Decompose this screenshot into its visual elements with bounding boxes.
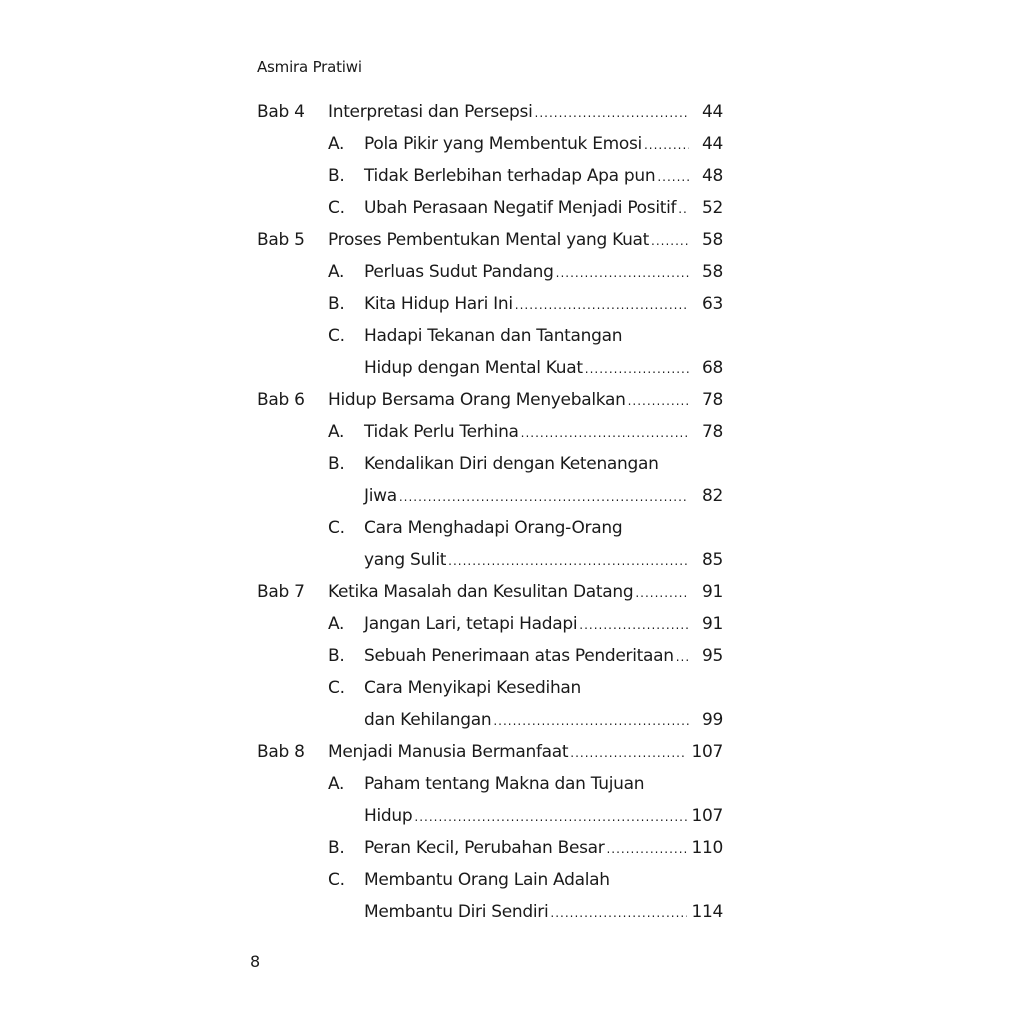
page-reference: 58 [701,262,723,282]
section-title: Jangan Lari, tetapi Hadapi [364,614,578,634]
entry-line [364,672,723,704]
entry-line [328,576,723,609]
section-title: Peran Kecil, Perubahan Besar [364,838,605,858]
entry-line [364,288,723,321]
entry-line [364,768,723,800]
section-title: Cara Menghadapi Orang-Orang [364,518,623,538]
chapter-label: Bab 4 [257,102,305,122]
dot-leader [493,705,689,737]
chapter-label: Bab 8 [257,742,305,762]
entry-line [364,352,723,385]
page-reference: 52 [701,198,723,218]
entry-line [364,640,723,673]
toc-section-entry[interactable] [257,416,723,448]
toc-section-entry[interactable] [257,672,723,704]
section-letter: B. [328,294,345,314]
dot-leader [448,545,689,577]
toc-section-entry[interactable] [257,128,723,160]
entry-line [364,480,723,513]
dot-leader [535,97,689,129]
section-title: Hidup [364,806,413,826]
chapter-label: Bab 7 [257,582,305,602]
dot-leader [678,193,689,225]
toc-section-entry[interactable] [257,704,723,736]
toc-section-entry[interactable] [257,896,723,928]
section-title: Paham tentang Makna dan Tujuan [364,774,645,794]
chapter-title: Interpretasi dan Persepsi [328,102,533,122]
section-title: Tidak Berlebihan terhadap Apa pun [364,166,656,186]
section-letter: C. [328,678,345,698]
toc-chapter-entry[interactable] [257,96,723,128]
page-reference: 63 [701,294,723,314]
entry-line [364,544,723,577]
section-letter: A. [328,262,345,282]
chapter-label: Bab 6 [257,390,305,410]
page-reference: 58 [701,230,723,250]
dot-leader [579,609,689,641]
section-title: Jiwa [364,486,397,506]
entry-line [364,416,723,449]
toc-section-entry[interactable] [257,768,723,800]
section-letter: B. [328,646,345,666]
dot-leader [676,641,689,673]
page-reference: 95 [701,646,723,666]
entry-line [328,96,723,129]
toc-section-entry[interactable] [257,480,723,512]
toc-section-entry[interactable] [257,544,723,576]
section-letter: B. [328,166,345,186]
entry-line [364,864,723,896]
section-title: yang Sulit [364,550,447,570]
toc-section-entry[interactable] [257,448,723,480]
section-letter: C. [328,198,345,218]
toc-chapter-entry[interactable] [257,736,723,768]
section-title: Hadapi Tekanan dan Tantangan [364,326,623,346]
toc-section-entry[interactable] [257,192,723,224]
page-reference: 85 [701,550,723,570]
chapter-title: Menjadi Manusia Bermanfaat [328,742,569,762]
page-reference: 82 [701,486,723,506]
table-of-contents [257,96,723,928]
entry-line [364,256,723,289]
section-title: Tidak Perlu Terhina [364,422,519,442]
section-title: Cara Menyikapi Kesedihan [364,678,582,698]
page-reference: 44 [701,134,723,154]
toc-section-entry[interactable] [257,864,723,896]
toc-section-entry[interactable] [257,352,723,384]
chapter-title: Ketika Masalah dan Kesulitan Datang [328,582,634,602]
section-title: Kita Hidup Hari Ini [364,294,513,314]
entry-line [364,512,723,544]
page-reference: 114 [691,902,723,922]
entry-line [328,224,723,257]
entry-line [364,608,723,641]
toc-chapter-entry[interactable] [257,224,723,256]
page-reference: 44 [701,102,723,122]
section-letter: B. [328,838,345,858]
page-reference: 91 [701,614,723,634]
dot-leader [414,801,687,833]
toc-section-entry[interactable] [257,832,723,864]
entry-line [364,160,723,193]
section-title: Ubah Perasaan Negatif Menjadi Positif [364,198,677,218]
toc-section-entry[interactable] [257,320,723,352]
chapter-title: Proses Pembentukan Mental yang Kuat [328,230,650,250]
dot-leader [606,833,687,865]
section-letter: A. [328,134,345,154]
toc-section-entry[interactable] [257,160,723,192]
section-letter: A. [328,614,345,634]
section-title: Membantu Orang Lain Adalah [364,870,610,890]
section-letter: C. [328,518,345,538]
entry-line [364,800,723,833]
dot-leader [550,897,687,929]
dot-leader [585,353,689,385]
dot-leader [657,161,689,193]
page-reference: 99 [701,710,723,730]
section-letter: C. [328,326,345,346]
dot-leader [651,225,689,257]
section-title: Perluas Sudut Pandang [364,262,554,282]
section-letter: A. [328,774,345,794]
section-title: Pola Pikir yang Membentuk Emosi [364,134,642,154]
dot-leader [556,257,689,289]
page-reference: 110 [691,838,723,858]
entry-line [364,704,723,737]
page-reference: 107 [691,806,723,826]
section-title: Kendalikan Diri dengan Ketenangan [364,454,659,474]
running-header-author: Asmira Pratiwi [257,58,362,76]
entry-line [364,896,723,929]
chapter-title: Hidup Bersama Orang Menyebalkan [328,390,626,410]
entry-line [364,832,723,865]
toc-section-entry[interactable] [257,512,723,544]
entry-line [328,384,723,417]
dot-leader [515,289,689,321]
toc-section-entry[interactable] [257,288,723,320]
entry-line [364,128,723,161]
page-reference: 48 [701,166,723,186]
section-letter: B. [328,454,345,474]
toc-section-entry[interactable] [257,640,723,672]
page-reference: 78 [701,422,723,442]
page-reference: 68 [701,358,723,378]
page-reference: 78 [701,390,723,410]
entry-line [328,736,723,769]
dot-leader [644,129,689,161]
page-reference: 107 [691,742,723,762]
toc-section-entry[interactable] [257,800,723,832]
section-title: Hidup dengan Mental Kuat [364,358,583,378]
section-letter: C. [328,870,345,890]
entry-line [364,448,723,480]
section-title: dan Kehilangan [364,710,492,730]
dot-leader [570,737,687,769]
toc-section-entry[interactable] [257,256,723,288]
section-letter: A. [328,422,345,442]
section-title: Membantu Diri Sendiri [364,902,549,922]
section-title: Sebuah Penerimaan atas Penderitaan [364,646,674,666]
page-number: 8 [250,952,261,971]
dot-leader [521,417,689,449]
dot-leader [635,577,689,609]
chapter-label: Bab 5 [257,230,305,250]
toc-chapter-entry[interactable] [257,576,723,608]
toc-section-entry[interactable] [257,608,723,640]
page-reference: 91 [701,582,723,602]
toc-chapter-entry[interactable] [257,384,723,416]
entry-line [364,192,723,225]
dot-leader [399,481,689,513]
dot-leader [628,385,689,417]
entry-line [364,320,723,352]
